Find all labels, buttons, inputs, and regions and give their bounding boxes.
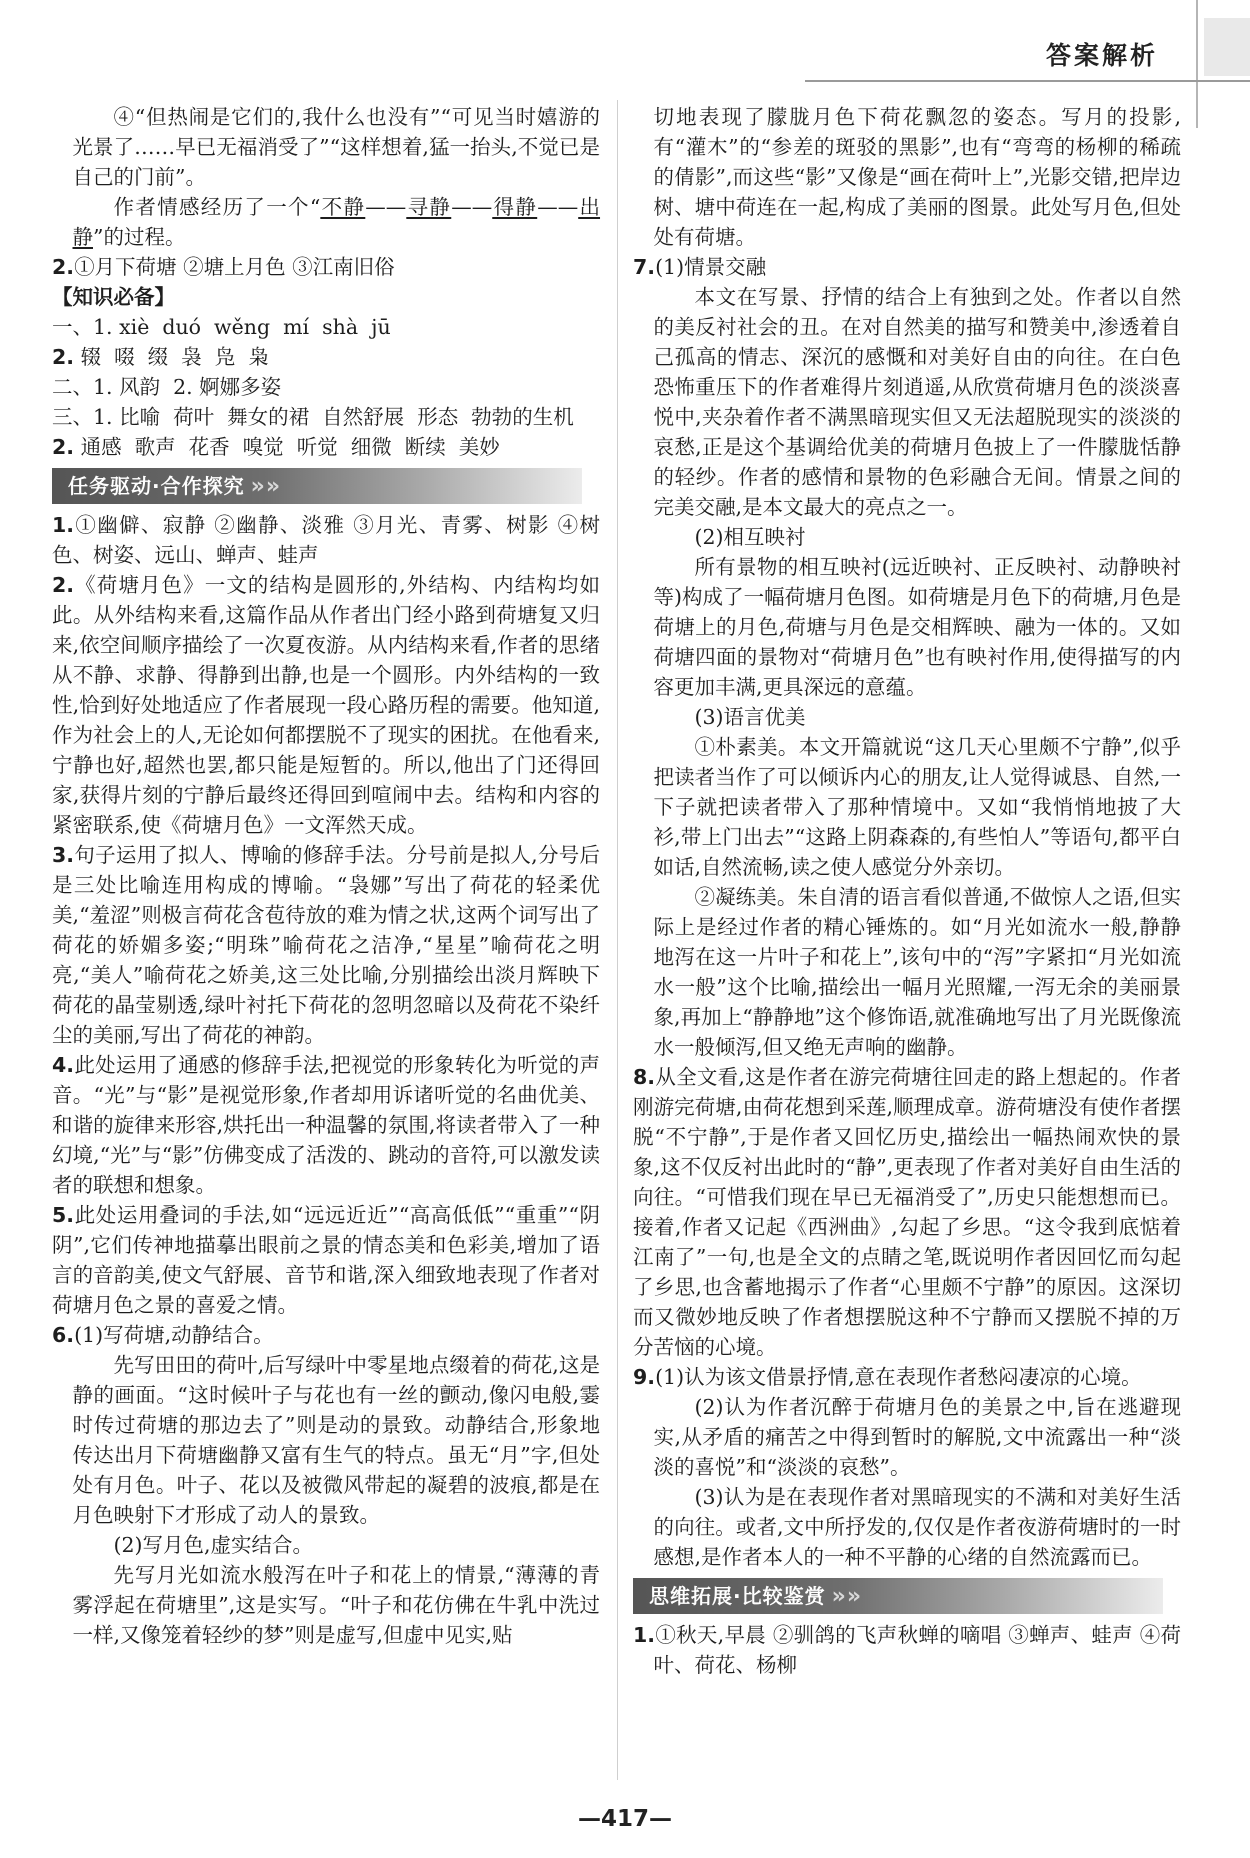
item-number: 2. xyxy=(52,255,75,279)
item-number: 4. xyxy=(52,1053,75,1077)
knowledge-line-2 xyxy=(52,342,600,372)
section-banner-task xyxy=(52,468,582,504)
emotion-stage-4: 出静 xyxy=(72,195,601,249)
emotion-dash: —— xyxy=(537,195,579,219)
knowledge-line-1: 一、1. xiè duó wěng mí shà jū xyxy=(52,315,391,339)
emotion-stage-2: 寻静 xyxy=(406,195,452,219)
answer-item-7 xyxy=(633,252,1181,282)
section-banner-extension xyxy=(633,1578,1163,1614)
emotion-pre: 作者情感经历了一个“ xyxy=(113,195,321,219)
answer-paragraph: 所有景物的相互映衬(远近映衬、正反映衬、动静映衬等)构成了一幅荷塘月色图。如荷塘是月色下的荷塘,月色是荷塘上的月色,荷塘与月色是交相辉映、融为一体的。又如荷塘四面的景物对“荷塘月色”也有映衬作用,使得描写的内容更加丰满,更具深远的意蕴。 xyxy=(653,555,1181,699)
answer-paragraph: ②凝练美。朱自清的语言看似普通,不做惊人之语,但实际上是经过作者的精心锤炼的。如“月光如流水一般,静静地泻在这一片叶子和花上”,该句中的“泻”字紧扣“月光如流水一般”这个比喻,描绘出一幅月光照耀,一泻无余的美丽景象,再加上“静静地”这个修饰语,就准确地写出了月光既像流水一般倾泻,但又绝无声响的幽静。 xyxy=(653,885,1181,1059)
item-text: (1)情景交融 xyxy=(655,255,767,279)
emotion-post: ”的过程。 xyxy=(93,225,186,249)
answer-item xyxy=(52,840,600,1050)
item-text: 此处运用了通感的修辞手法,把视觉的形象转化为听觉的声音。“光”与“影”是视觉形象,作者却用诉诸听觉的名曲优美、和谐的旋律来形容,烘托出一种温馨的氛围,将读者带入了一种幻境,“光”与“影”仿佛变成了活泼的、跳动的音符,可以激发读者的联想和想象。 xyxy=(52,1053,600,1197)
item-text: 辍 啜 缀 袅 凫 枭 xyxy=(74,345,269,369)
answer-paragraph: 先写月光如流水般泻在叶子和花上的情景,“薄薄的青雾浮起在荷塘里”,这是实写。“叶子和花仿佛在牛乳中洗过一样,又像笼着轻纱的梦”则是虚写,但虚中见实,贴 xyxy=(72,1563,600,1647)
header-rule xyxy=(805,80,1250,82)
item-text: ①幽僻、寂静 ②幽静、淡雅 ③月光、青雾、树影 ④树色、树姿、远山、蝉声、蛙声 xyxy=(52,513,600,567)
answer-item xyxy=(52,1050,600,1200)
header-corner-block xyxy=(1204,18,1250,76)
right-column xyxy=(633,102,1181,1680)
answer-paragraph: (2)认为作者沉醉于荷塘月色的美景之中,旨在逃避现实,从矛盾的痛苦之中得到暂时的解脱,文中流露出一种“淡淡的喜悦”和“淡淡的哀愁”。 xyxy=(653,1395,1181,1479)
answer-subheading: (3)语言优美 xyxy=(694,705,806,729)
answer-subheading: (2)写月色,虚实结合。 xyxy=(113,1533,314,1557)
item-number: 2. xyxy=(52,345,75,369)
emotion-summary xyxy=(52,192,600,252)
emotion-stage-1: 不静 xyxy=(320,195,366,219)
item-number: 6. xyxy=(52,1323,75,1347)
item-text: 从全文看,这是作者在游完荷塘往回走的路上想起的。作者刚游完荷塘,由荷花想到采莲,顺理成章。游荷塘没有使作者摆脱“不宁静”,于是作者又回忆历史,描绘出一幅热闹欢快的景象,这不仅反衬出此时的“静”,更表现了作者对美好自由生活的向往。“可惜我们现在早已无福消受了”,历史只能想想而已。接着,作者又记起《西洲曲》,勾起了乡思。“这令我到底惦着江南了”一句,也是全文的点睛之笔,既说明作者因回忆而勾起了乡思,也含蓄地揭示了作者“心里颇不宁静”的原因。这深切而又微妙地反映了作者想摆脱这种不宁静而又摆脱不掉的万分苦恼的心境。 xyxy=(633,1065,1181,1359)
item-number: 2. xyxy=(52,435,75,459)
answer-continuation: 切地表现了朦胧月色下荷花飘忽的姿态。写月的投影,有“灌木”的“参差的斑驳的黑影”,也有“弯弯的杨柳的稀疏的倩影”,而这些“影”又像是“画在荷叶上”,光影交错,把岸边树、塘中荷连在一起,构成了美丽的图景。此处写月色,但处处有荷塘。 xyxy=(653,105,1181,249)
knowledge-heading: 【知识必备】 xyxy=(52,285,175,309)
answer-item-2 xyxy=(52,252,600,282)
column-divider xyxy=(617,100,618,1780)
item-text: (1)认为该文借景抒情,意在表现作者愁闷凄凉的心境。 xyxy=(655,1365,1142,1389)
answer-item xyxy=(52,570,600,840)
answer-paragraph: 先写田田的荷叶,后写绿叶中零星地点缀着的荷花,这是静的画面。“这时候叶子与花也有一丝的颤动,像闪电般,霎时传过荷塘的那边去了”则是动的景致。动静结合,形象地传达出月下荷塘幽静又富有生气的特点。虽无“月”字,但处处有月色。叶子、花以及被微风带起的凝碧的波痕,都是在月色映射下才形成了动人的景致。 xyxy=(72,1353,600,1527)
item-text: ①月下荷塘 ②塘上月色 ③江南旧俗 xyxy=(74,255,395,279)
item-text: 《荷塘月色》一文的结构是圆形的,外结构、内结构均如此。从外结构来看,这篇作品从作者出门经小路到荷塘复又归来,依空间顺序描绘了一次夏夜游。从内结构来看,作者的思绪从不静、求静、得静到出静,也是一个圆形。内外结构的一致性,恰到好处地适应了作者展现一段心路历程的需要。他知道,作为社会上的人,无论如何都摆脱不了现实的困扰。在他看来,宁静也好,超然也罢,都只能是短暂的。所以,他出了门还得回家,获得片刻的宁静后最终还得回到喧闹中去。结构和内容的紧密联系,使《荷塘月色》一文浑然天成。 xyxy=(52,573,600,837)
item-number: 5. xyxy=(52,1203,75,1227)
knowledge-line-5 xyxy=(52,432,600,462)
item-number: 2. xyxy=(52,573,75,597)
header-vertical-rule xyxy=(1196,0,1198,128)
answer-item xyxy=(52,1200,600,1320)
item-number: 1. xyxy=(633,1623,656,1647)
answer-item xyxy=(633,1620,1181,1680)
page-number: —417— xyxy=(577,1806,672,1832)
item-text: (1)写荷塘,动静结合。 xyxy=(74,1323,274,1347)
item-text: 此处运用叠词的手法,如“远远近近”“高高低低”“重重”“阴阴”,它们传神地描摹出眼前之景的情态美和色彩美,增加了语言的音韵美,使文气舒展、音节和谐,深入细致地表现了作者对荷塘月色之景的喜爱之情。 xyxy=(52,1203,600,1317)
answer-subheading: (2)相互映衬 xyxy=(694,525,806,549)
answer-item-9 xyxy=(633,1362,1181,1392)
answer-continuation-4: ④“但热闹是它们的,我什么也没有”“可见当时嬉游的光景了……早已无福消受了”“这样想着,猛一抬头,不觉已是自己的门前”。 xyxy=(72,105,600,189)
answer-item-8 xyxy=(633,1062,1181,1362)
item-text: 通感 歌声 花香 嗅觉 听觉 细微 断续 美妙 xyxy=(74,435,500,459)
banner-label: 任务驱动·合作探究 xyxy=(68,474,245,498)
answer-item-6 xyxy=(52,1320,600,1350)
left-column xyxy=(52,102,600,1650)
item-number: 7. xyxy=(633,255,656,279)
double-chevron-right-icon xyxy=(251,474,281,499)
page-header-title: 答案解析 xyxy=(1045,42,1158,70)
item-number: 1. xyxy=(52,513,75,537)
emotion-dash: —— xyxy=(365,195,407,219)
double-chevron-right-icon xyxy=(832,1584,862,1609)
item-number: 3. xyxy=(52,843,75,867)
item-text: 句子运用了拟人、博喻的修辞手法。分号前是拟人,分号后是三处比喻连用构成的博喻。“袅娜”写出了荷花的轻柔优美,“羞涩”则极言荷花含苞待放的难为情之状,这两个词写出了荷花的娇媚多姿;“明珠”喻荷花之洁净,“星星”喻荷花之明亮,“美人”喻荷花之娇美,这三处比喻,分别描绘出淡月辉映下荷花的晶莹剔透,绿叶衬托下荷花的忽明忽暗以及荷花不染纤尘的美丽,写出了荷花的神韵。 xyxy=(52,843,600,1047)
answer-paragraph: ①朴素美。本文开篇就说“这几天心里颇不宁静”,似乎把读者当作了可以倾诉内心的朋友,让人觉得诚恳、自然,一下子就把读者带入了那种情境中。又如“我悄悄地披了大衫,带上门出去”“这路上阴森森的,有些怕人”等语句,都平白如话,自然流畅,读之使人感觉分外亲切。 xyxy=(653,735,1181,879)
item-number: 8. xyxy=(633,1065,656,1089)
answer-item xyxy=(52,510,600,570)
knowledge-line-4: 三、1. 比喻 荷叶 舞女的裙 自然舒展 形态 勃勃的生机 xyxy=(52,405,574,429)
item-text: ①秋天,早晨 ②驯鸽的飞声秋蝉的嘀唱 ③蝉声、蛙声 ④荷叶、荷花、杨柳 xyxy=(653,1623,1181,1677)
emotion-stage-3: 得静 xyxy=(492,195,538,219)
knowledge-line-3: 二、1. 风韵 2. 婀娜多姿 xyxy=(52,375,282,399)
item-number: 9. xyxy=(633,1365,656,1389)
emotion-dash: —— xyxy=(451,195,493,219)
answer-paragraph: (3)认为是在表现作者对黑暗现实的不满和对美好生活的向往。或者,文中所抒发的,仅仅是作者夜游荷塘时的一时感想,是作者本人的一种不平静的心绪的自然流露而已。 xyxy=(653,1485,1181,1569)
banner-label: 思维拓展·比较鉴赏 xyxy=(649,1584,826,1608)
answer-paragraph: 本文在写景、抒情的结合上有独到之处。作者以自然的美反衬社会的丑。在对自然美的描写和赞美中,渗透着自己孤高的情志、深沉的感慨和对美好自由的向往。在白色恐怖重压下的作者难得片刻逍遥,从欣赏荷塘月色的淡淡喜悦中,夹杂着作者不满黑暗现实但又无法超脱现实的淡淡的哀愁,正是这个基调给优美的荷塘月色披上了一件朦胧恬静的轻纱。作者的感情和景物的色彩融合无间。情景之间的完美交融,是本文最大的亮点之一。 xyxy=(653,285,1181,519)
